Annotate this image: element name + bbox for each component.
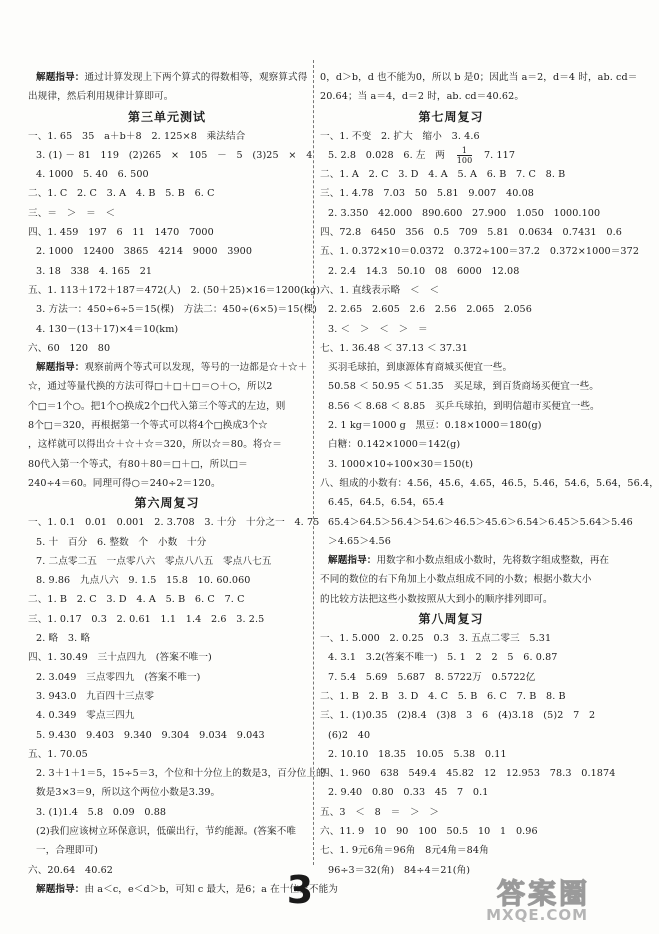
fraction-numerator: 1 <box>457 146 473 156</box>
answer-line: 3. ＜ ＞ ＜ ＞ ＝ <box>328 323 428 335</box>
section-title: 第三单元测试 <box>127 109 206 124</box>
answer-line: 一、1. 不变 2. 扩大 缩小 3. 4.6 <box>320 130 480 142</box>
answer-line: 的比较方法把这些小数按照从大到小的顺序排列即可。 <box>320 593 553 605</box>
answer-line: ，这样就可以得出☆＋☆＋☆＝320，所以☆＝80。将☆＝ <box>28 439 282 451</box>
answer-line: 7. 5.4 5.69 5.687 8. 5722万 0.5722亿 <box>328 671 536 683</box>
answer-line: 七、1. 36.48 ＜ 37.13 ＜ 37.31 <box>320 342 468 354</box>
answer-line: 个□＝1个○。把1个○换成2个□代入第三个等式的左边，则 <box>28 400 286 412</box>
answer-line: 2. 2.4 14.3 50.10 08 6000 12.08 <box>328 265 520 277</box>
answer-text: 5. 2.8 0.028 6. 左 两 <box>328 149 455 161</box>
answer-line: 出规律，然后利用规律计算即可。 <box>28 91 174 103</box>
answer-line: ＞4.65＞4.56 <box>328 535 391 547</box>
answer-line <box>320 146 582 165</box>
hint-label: 解题指导： <box>36 883 85 895</box>
column-divider <box>313 60 314 865</box>
watermark-text-cn: 答案圈 <box>496 877 590 910</box>
answer-line: 4. 130－(13＋17)×4＝10(km) <box>36 323 179 335</box>
answer-line: 2. 3.350 42.000 890.600 27.900 1.050 1000.100 <box>328 207 601 219</box>
answer-line: 三、＝ ＞ ＝ ＜ <box>28 207 116 219</box>
answer-line: 数是3×3＝9，所以这个两位小数是3.39。 <box>36 787 221 799</box>
page-number: 3 <box>286 868 314 912</box>
answer-line: 20.64；当 a＝4，d＝2 时，ab. cd＝40.62。 <box>320 91 525 103</box>
section-title: 第六周复习 <box>134 496 200 511</box>
solution-hint-line <box>28 358 306 377</box>
answer-line: 五、1. 70.05 <box>28 748 88 760</box>
answer-line: 七、1. 9元6角＝96角 8元4角＝84角 <box>320 845 489 857</box>
answer-line: 四、1. 960 638 549.4 45.82 12 12.953 78.3 0.1874 <box>320 768 616 780</box>
answer-line: 96÷3＝32(角) 84÷4＝21(角) <box>328 864 471 876</box>
answer-line: 六、11. 9 10 90 100 50.5 10 1 0.96 <box>320 825 538 837</box>
answer-line: 五、1. 113＋172＋187＝472(人) 2. (50＋25)×16＝1200(kg) <box>28 284 321 296</box>
answer-line: 4. 1000 5. 40 6. 500 <box>36 169 149 181</box>
answer-line: 2. 略 3. 略 <box>36 633 91 645</box>
hint-text: 观察前两个等式可以发现，等号的一边都是☆＋☆＋ <box>84 362 308 374</box>
section-title: 第七周复习 <box>418 109 484 124</box>
left-column <box>28 68 338 899</box>
answer-line: 4. 3.1 3.2(答案不唯一) 5. 1 2 2 5 6. 0.87 <box>328 652 558 664</box>
answer-line: 二、1. C 2. C 3. A 4. B 5. B 6. C <box>28 188 215 200</box>
answer-line: 四、72.8 6450 356 0.5 709 5.81 0.0634 0.7431 0.6 <box>320 227 622 239</box>
answer-line: 不同的数位的右下角加上小数点组成不同的小数；根据小数大小 <box>320 574 592 586</box>
answer-line: 7. 二点零二五 一点零八六 零点八八五 零点八七五 <box>36 555 272 567</box>
fraction <box>457 146 473 165</box>
answer-line: ☆，通过等量代换的方法可得□＋□＋□＝○＋○，所以2 <box>28 381 273 393</box>
answer-line: 3. (1)1.4 5.8 0.09 0.88 <box>36 806 167 818</box>
answer-line: 50.58 ＜ 50.95 ＜ 51.35 买足球，到百货商场买便宜一些。 <box>328 381 599 393</box>
answer-line: 2. 1 kg＝1000 g 黑豆：0.18×1000＝180(g) <box>328 420 542 432</box>
hint-text: 由 a＜c，e＜d＞b，可知 c 最大，是6；a 在十位上不能为 <box>84 883 338 895</box>
answer-line: (6)2 40 <box>328 729 371 741</box>
answer-line: 五、1. 0.372×10＝0.0372 0.372÷100＝37.2 0.372×1000＝372 <box>320 246 640 258</box>
answer-line: 4. 0.349 零点三四九 <box>36 710 135 722</box>
answer-line: 3. 方法一：450÷6÷5＝15(棵) 方法二：450÷(6×5)＝15(棵) <box>36 304 317 316</box>
answer-line: 2. 1000 12400 3865 4214 9000 3900 <box>36 246 253 258</box>
answer-line: 2. 10.10 18.35 10.05 5.38 0.11 <box>328 748 507 760</box>
answer-line: 一、1. 65 35 a＋b＋8 2. 125×8 乘法结合 <box>28 130 246 142</box>
answer-line: 一、1. 5.000 2. 0.25 0.3 3. 五点二零三 5.31 <box>320 633 552 645</box>
solution-hint-line <box>28 68 306 87</box>
hint-label: 解题指导： <box>328 555 377 567</box>
answer-line: 四、1. 459 197 6 11 1470 7000 <box>28 227 214 239</box>
watermark-logo <box>478 872 590 928</box>
answer-line: 5. 9.430 9.403 9.340 9.304 9.034 9.043 <box>36 729 265 741</box>
answer-line: 一，合理即可) <box>36 845 99 857</box>
solution-hint-line <box>320 551 610 570</box>
hint-label: 解题指导： <box>36 362 85 374</box>
answer-line: 二、1. A 2. C 3. D 4. A 5. A 6. B 7. C 8. B <box>320 169 566 181</box>
fraction-denominator: 100 <box>456 155 473 165</box>
answer-line: 八、组成的小数有：4.56，45.6，4.65，46.5，5.46，54.6，5.64，56.4， <box>320 477 659 489</box>
answer-line: 2. 9.40 0.80 0.33 45 7 0.1 <box>328 787 489 799</box>
answer-line: 8.56 ＜ 8.68 ＜ 8.85 买乒乓球拍，到明信超市买便宜一些。 <box>328 400 600 412</box>
hint-label: 解题指导： <box>36 72 85 83</box>
answer-line: 六、60 120 80 <box>28 342 111 354</box>
answer-line: (2)我们应该树立环保意识，低碳出行，节约能源。(答案不唯 <box>36 825 297 837</box>
answer-line: 二、1. B 2. C 3. D 4. A 5. B 6. C 7. C <box>28 594 245 606</box>
answer-line: 8个□＝320，再根据第一个等式可以将4个□换成3个☆ <box>28 420 268 432</box>
answer-line: 3. 18 338 4. 165 21 <box>36 265 153 277</box>
answer-line: 240÷4＝60。同理可得○＝240÷2＝120。 <box>28 477 221 489</box>
answer-line: 2. 2.65 2.605 2.6 2.56 2.065 2.056 <box>328 304 532 316</box>
answer-line: 白糖：0.142×1000＝142(g) <box>328 439 461 451</box>
answer-line: 65.4＞64.5＞56.4＞54.6＞46.5＞45.6＞6.54＞6.45＞5.64＞5.46 <box>328 516 633 528</box>
answer-line: 三、1. 0.17 0.3 2. 0.61 1.1 1.4 2.6 3. 2.5 <box>28 613 265 625</box>
watermark-text-en: MXQE.COM <box>486 906 588 924</box>
answer-line: 6.45，64.5，6.54，65.4 <box>328 497 445 509</box>
answer-line: 三、1. 4.78 7.03 50 5.81 9.007 40.08 <box>320 188 534 200</box>
answer-line: 五、3 ＜ 8 ＝ ＞ ＞ <box>320 806 440 818</box>
answer-line: 六、1. 直线表示略 ＜ ＜ <box>320 284 440 296</box>
answer-line: 5. 十 百分 6. 整数 个 小数 十分 <box>36 536 207 548</box>
answer-line: 四、1. 30.49 三十点四九 (答案不唯一) <box>28 652 212 664</box>
answer-line: 2. 3＋1＋1＝5，15÷5＝3，个位和十分位上的数是3，百分位上的 <box>36 768 326 780</box>
right-column <box>320 68 659 880</box>
answer-line: 0，d＞b，d 也不能为0，所以 b 是0；因此当 a＝2，d＝4 时，ab. cd＝ <box>320 72 638 83</box>
answer-line: 2. 3.049 三点零四九 (答案不唯一) <box>36 671 201 683</box>
answer-line: 3. 943.0 九百四十三点零 <box>36 690 155 702</box>
answer-line: 六、20.64 40.62 <box>28 864 114 876</box>
answer-line: 一、1. 0.1 0.01 0.001 2. 3.708 3. 十分 十分之一 4. 75 <box>28 517 320 529</box>
answer-line: 80代入第一个等式，有80＋80＝□＋□，所以□＝ <box>28 458 248 470</box>
answer-line: 三、1. (1)0.35 (2)8.4 (3)8 3 6 (4)3.18 (5)2 7 2 <box>320 710 596 722</box>
section-title: 第八周复习 <box>418 612 484 627</box>
answer-text: 7. 117 <box>474 149 516 161</box>
answer-line: 买羽毛球拍，到康源体育商城买便宜一些。 <box>328 362 513 374</box>
answer-line: 3. 1000×10÷100×30＝150(t) <box>328 458 474 470</box>
hint-text: 通过计算发现上下两个算式的得数相等，观察算式得 <box>84 72 308 83</box>
answer-line: 3. (1) － 81 119 (2)265 × 105 － 5 (3)25 × 4 <box>36 149 313 161</box>
answer-line: 8. 9.86 九点八六 9. 1.5 15.8 10. 60.060 <box>36 575 251 587</box>
hint-text: 用数字和小数点组成小数时，先将数字组成整数，再在 <box>376 555 610 567</box>
answer-line: 二、1. B 2. B 3. D 4. C 5. B 6. C 7. B 8. B <box>320 690 566 702</box>
